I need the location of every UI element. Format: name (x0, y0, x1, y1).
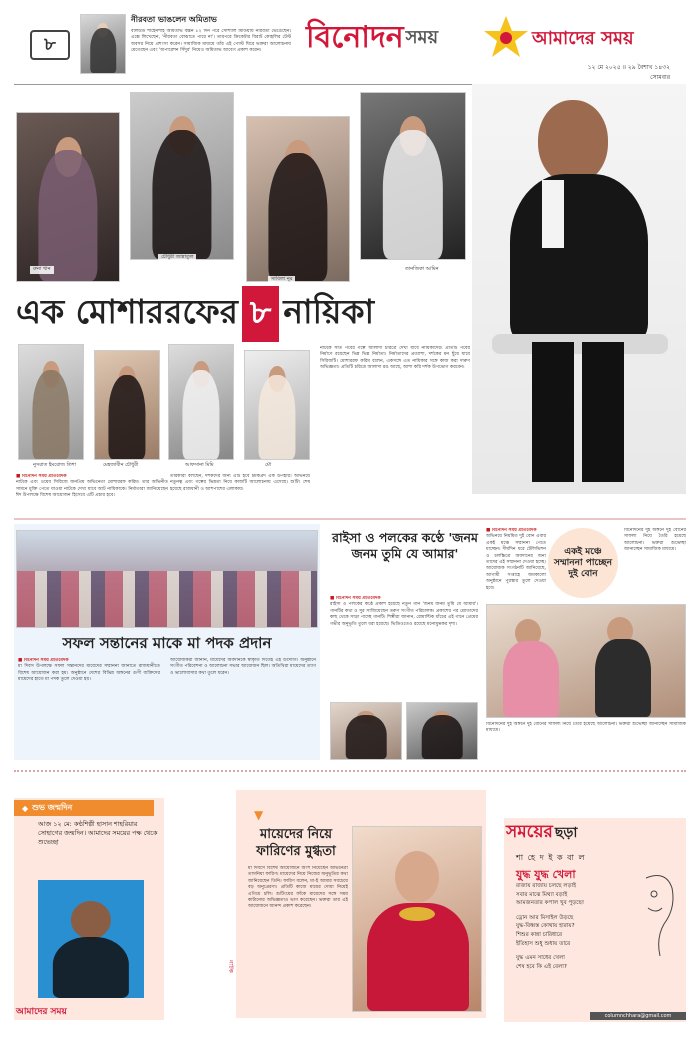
mother-award-photo (16, 530, 318, 628)
teaser-title: নীরবতা ভাঙলেন অমিতাভ (131, 15, 217, 24)
lead-caption-bottom-3: আফসানা মিমি (182, 462, 217, 470)
sisters-headline-box (548, 528, 618, 598)
poem-email: columnchhara@gmail.com (590, 1012, 686, 1020)
poem-line: আমজনতার কপাল খুব পুড়ছে! (516, 900, 585, 907)
page-number-badge (30, 30, 70, 60)
lead-photo-8 (244, 350, 310, 460)
hero-photo (472, 84, 686, 494)
lead-caption-bottom-2: মেহজাবীন চৌধুরী (100, 462, 141, 470)
sisters-body-text: অভিনয়ে নিয়মিত দুই বোন এবার একই মঞ্চে সম্মাননা পেতে যাচ্ছেন। দীর্ঘদিন ধরে টেলিভিশন ও চলচ্চিত্রে অবদানের জন্য তাদের এই সম্মাননা দেওয়া হচ্ছে। আয়োজক সংগঠনটি জানিয়েছে, আগামী সপ্তাহে জমকালো অনুষ্ঠানে পুরস্কার তুলে দেওয়া হবে। (486, 534, 546, 591)
lead-column-3: নাটকে সাত পর্বের গল্পে আলাদা চরিত্রে দেখা যাবে নায়িকাদের। প্রতিটি পর্বের নির্মাণে রয়েছেন ভিন্ন ভিন্ন নির্মাতা। নির্মাতাদের প্রত্যাশা, দর্শকের মন ছুঁয়ে যাবে সিরিজটি। মোশাররফ করিম বলেন, একসঙ্গে এত নায়িকার সঙ্গে কাজ করা দারুণ অভিজ্ঞতা। প্রতিটি চরিত্রে আলাদা রঙ আছে, আশা করি দর্শক উপভোগ করবেন। (320, 346, 470, 371)
farin-side-tag: নাটক (227, 960, 234, 973)
birthday-tag-label: শুভ জন্মদিন (32, 802, 73, 812)
poem-lines (516, 882, 636, 971)
lead-caption-top-2: চৌধুরী জান্নাতুল (158, 254, 196, 262)
section-logo-somoy: সময় (405, 26, 439, 48)
mother-award-column-1-text: মা দিবস উপলক্ষে সফল সন্তানদের মায়েদের সম্মাননা জানাতে রাজধানীতে বিশেষ আয়োজন করা হয়। অনুষ্ঠানে দেশের বিভিন্ন অঙ্গনের গুণী ব্যক্তিদের মায়েদের হাতে মা পদক তুলে দেওয়া হয়। (18, 664, 160, 683)
lead-column-2: তারকারা বলছেন, দর্শকদের জন্য এটি হবে চমকপ্রদ এক উপহার। অভিনয়ে নতুনত্ব এবং গল্পের ভিন্নতা নিয়ে কাজটি আলোচনায় এসেছে। শুটিং শেষ হয়েছে রাজধানী ও আশপাশের এলাকায়। (170, 474, 310, 492)
chevron-down-icon: ▼ (254, 808, 264, 822)
lead-caption-bottom-4: মৌ (262, 462, 274, 470)
teaser-block (131, 14, 291, 80)
lead-column-1 (16, 474, 168, 512)
paper-logo: আমাদের সময় (532, 28, 634, 49)
poem-line: শিশুর কান্না চারিধারে (516, 931, 563, 938)
poem-section-a: সময়ের (506, 822, 553, 842)
lead-headline-number: ৮ (242, 286, 279, 342)
lead-byline: ■ বিনোদন সময় প্রতিবেদক (16, 474, 67, 479)
page-number: ৮ (44, 33, 56, 55)
lead-photo-2 (130, 92, 234, 260)
lead-photo-5 (18, 344, 84, 460)
poem-line: ড্রোন আর মিসাইল উড়ছে (516, 914, 574, 921)
lead-photo-7 (168, 344, 234, 460)
farin-body: মা দিবসে বিশেষ আয়োজনে অংশ নিয়েছেন অভিনেত্রী তাসনিয়া ফারিণ। মায়েদের নিয়ে নিজের অনুভূতির কথা জানিয়েছেন তিনি। ফারিণ বলেন, মা-ই আমার সবচেয়ে বড় অনুপ্রেরণা। প্রতিটি কাজে মায়ের দোয়া নিয়েই এগিয়ে চলি। শুটিংয়ের ফাঁকে মায়েদের সঙ্গে সময় কাটানোর অভিজ্ঞতাও ভাগ করেছেন। ভক্তরা তার এই আয়োজনে আনন্দ প্রকাশ করেছেন। (248, 866, 348, 910)
poem-title: যুদ্ধ যুদ্ধ খেলা (516, 868, 576, 881)
bell-icon: ◆ (22, 803, 29, 813)
song-photo-1 (330, 702, 402, 760)
birthday-logo: আমাদের সময় (16, 1007, 67, 1017)
sisters-byline: ■ বিনোদন সময় প্রতিবেদক (486, 528, 537, 533)
lead-caption-top-1: রুনা খান (30, 266, 54, 274)
song-byline: ■ বিনোদন সময় প্রতিবেদক (330, 596, 381, 601)
mother-award-column-1 (18, 658, 160, 754)
birthday-text: আজ ১২ মে: কণ্ঠশিল্পী হাসান শাহরিয়ার সোহাগের জন্মদিন। আমাদের সময়ের পক্ষ থেকে শুভেচ্ছা (38, 820, 158, 846)
section-logo (306, 16, 476, 60)
mother-award-headline: সফল সন্তানের মাকে মা পদক প্রদান (62, 634, 272, 652)
lead-headline-a: এক মোশাররফের (16, 292, 238, 331)
lead-column-1-text: নাটকে এবং ওয়েব সিরিজে জনপ্রিয় অভিনেতা মোশাররফ করিম। তার অভিনীত সামনে মুক্তি পেতে যাওয়া নাটকে দেখা যাবে আট নায়িকাকে। নির্মাতারা জানিয়েছেন ঈদ উপলক্ষে বিশেষ আয়োজন হিসেবে এটি প্রচার হবে। (16, 480, 168, 499)
birthday-tag (14, 800, 154, 816)
poem-line: শেষ হবে কি এই বেলা? (516, 963, 567, 970)
lead-photo-6 (94, 350, 160, 460)
sisters-photo (486, 604, 686, 718)
lead-caption-top-3: সাবিলা নূর (268, 276, 295, 284)
mother-award-column-2: আয়োজকরা জানান, মায়েদের অবদানকে স্বীকৃতি দিতেই এই উদ্যোগ। অনুষ্ঠানে সংগীত পরিবেশনা ও আলোচনা সভার আয়োজন ছিল। অতিথিরা মায়েদের ত্যাগ ও ভালোবাসার কথা তুলে ধরেন। (170, 658, 316, 676)
sisters-side: বিনোদনের দুই অঙ্গনে দুই বোনের সাফল্য নিয়ে তৈরি হয়েছে আলোচনা। ভক্তরা শুভেচ্ছা জানাচ্ছেন সামাজিক মাধ্যমে। (624, 528, 686, 553)
poem-line: রাজায় রাজায় চলছে লড়াই (516, 883, 577, 889)
mother-award-byline: ■ বিনোদন সময় প্রতিবেদক (18, 658, 69, 663)
lead-photo-4 (360, 92, 466, 260)
poem-section-logo (506, 820, 684, 846)
lead-headline (16, 290, 476, 338)
sisters-headline: একই মঞ্চে সম্মাননা পাচ্ছেন দুই বোন (554, 546, 612, 579)
song-body (330, 596, 478, 696)
issue-day: সোমবার (650, 74, 670, 81)
lead-headline-b: নায়িকা (283, 292, 375, 331)
song-photo-2 (406, 702, 478, 760)
song-headline: রাইসা ও পলকের কণ্ঠে 'জনম জনম তুমি যে আমার' (332, 530, 478, 561)
poem-line: যুদ্ধ এমন সাধের খেলা (516, 955, 565, 962)
farin-headline: মায়েদের নিয়ে ফারিণের মুগ্ধতা (256, 827, 336, 859)
lead-photo-3 (246, 116, 350, 282)
sisters-continuation: বিনোদনের দুই অঙ্গনে দুই বোনের সাফল্য নিয়ে তৈরি হয়েছে আলোচনা। ভক্তরা শুভেচ্ছা জানাচ্ছেন সামাজিক মাধ্যমে। (486, 722, 686, 734)
section-logo-binodon: বিনোদন (306, 19, 404, 55)
lead-caption-bottom-1: নুসরাত ইমরোজ তিশা (30, 462, 79, 470)
star-icon (482, 14, 530, 60)
poem-line: সবার মাঝে মিথ্যা বড়াই (516, 891, 568, 898)
poem-line: যুদ্ধ-বিধ্বস্ত কোথায় হারায়? (516, 923, 575, 930)
teaser-body: বলিউড শাহেনশাহ অমিতাভ বচ্চন ৮২ দিন পরে সোশ্যাল মিডিয়ায় নীরবতা ভেঙেছেন। এক্সে লিখেছেন, 'নীরবতা বোঝাতে পারে না'। তারপরে ক্রিকেটার বিরাট কোহলির টেস্ট অবসর নিয়ে প্রশংসা করেন। সামাজিক মাধ্যমে তাঁর এই পোস্ট ঘিরে ভক্তরা আলোচনায় মেতেছেন এবং 'অপারেশন সিঁদুর' নিয়েও অমিতাভ আবেগ প্রকাশ করেন। (131, 29, 291, 54)
teaser-photo (80, 14, 126, 74)
poem-author: শা হে দ ই ক বা ল (516, 853, 586, 862)
birthday-photo (38, 880, 144, 998)
poem-section-b: ছড়া (554, 825, 578, 841)
song-body-text: রাইসা ও পলকের কণ্ঠে প্রকাশ হয়েছে নতুন গান 'জনম জনম তুমি যে আমার'। গানটির কথা ও সুর সাজিয়েছেন তরুণ সংগীত পরিচালক। প্রকাশের পর শ্রোতাদের কাছ থেকে সাড়া পাচ্ছে গানটি। শিল্পীরা জানান, রোমান্টিক ধাঁচের এই গানে প্রেমের গভীর অনুভূতি তুলে ধরা হয়েছে। ভিডিওতেও রয়েছে মনোমুগ্ধকর দৃশ্য। (330, 602, 478, 627)
poem-line: ইতিহাস শুধু শুধায় তারে (516, 940, 571, 947)
farin-photo (352, 826, 482, 1012)
issue-date: ১২ মে ২০২৫ ॥ ২৯ বৈশাখ ১৪৩২ (587, 64, 670, 71)
poem-sketch-icon (636, 868, 680, 960)
lead-photo-1 (16, 112, 120, 282)
lead-caption-top-4: তানজিকা আমিন (402, 266, 442, 274)
sisters-body (486, 528, 546, 600)
